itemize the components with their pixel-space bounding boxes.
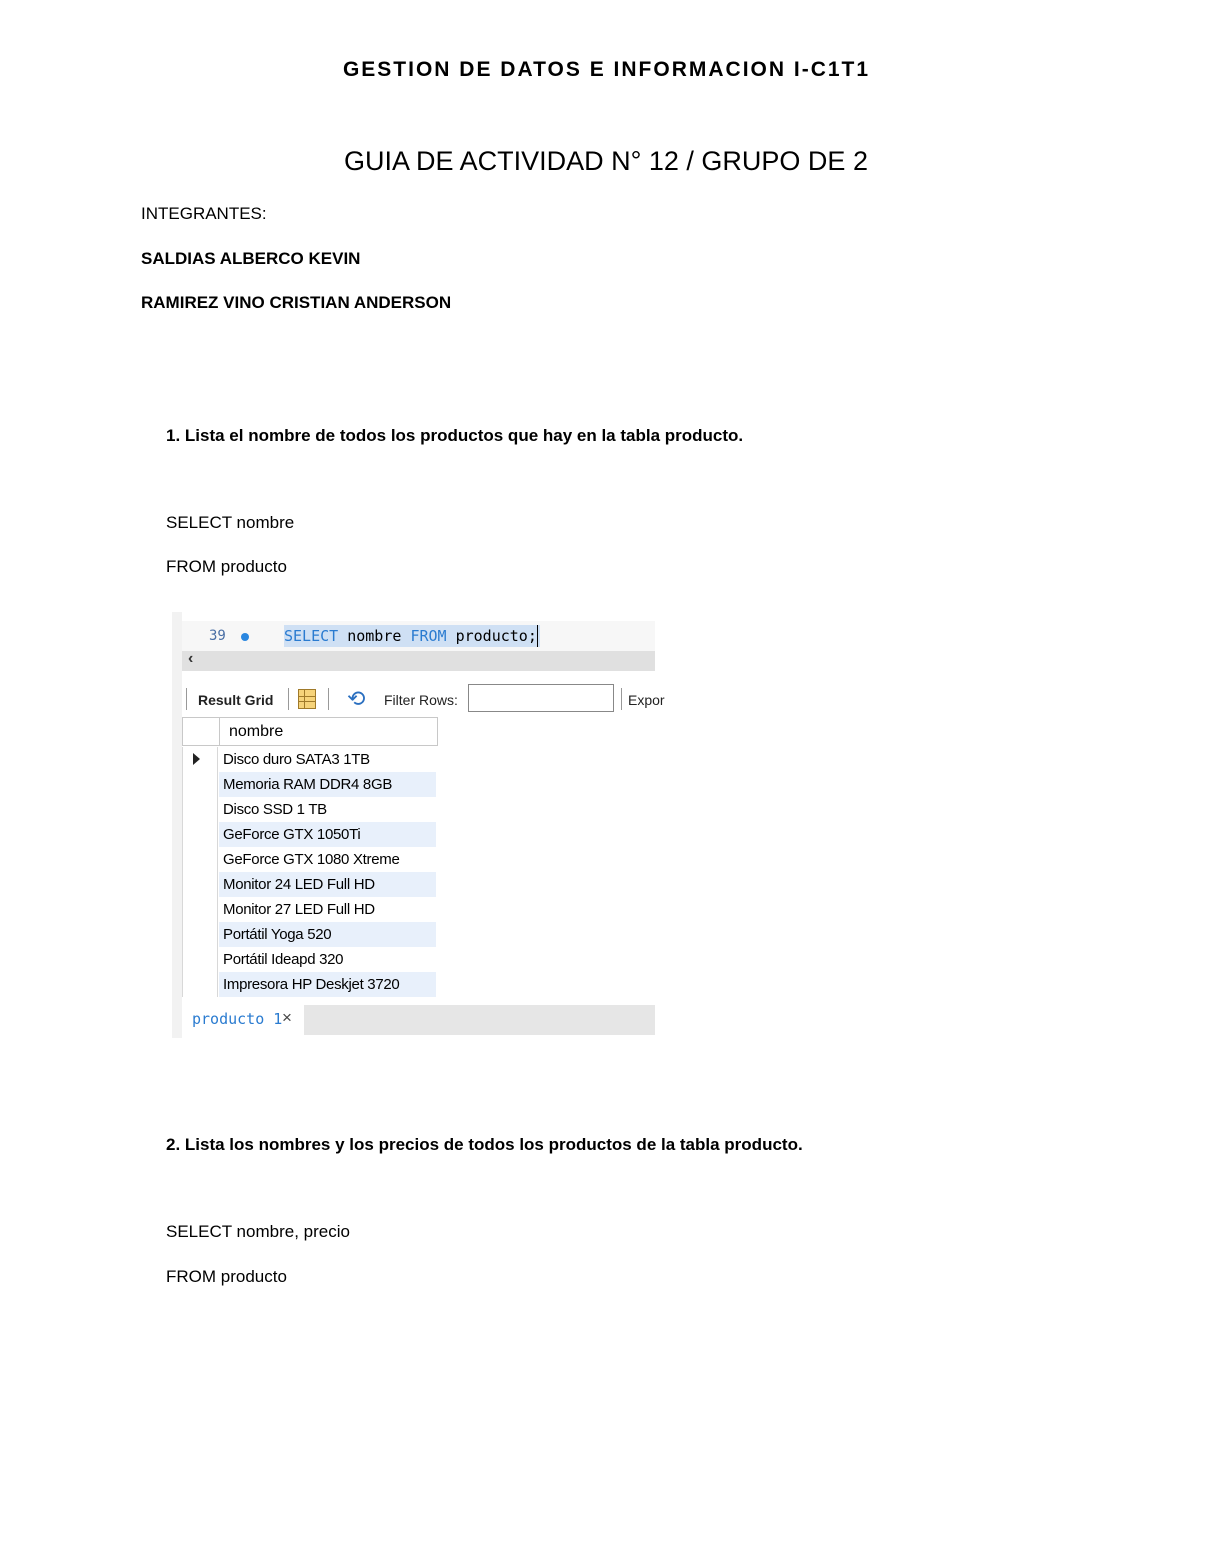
sql-line: SELECT nombre — [166, 513, 295, 532]
row-marker — [182, 822, 218, 847]
row-marker — [182, 847, 218, 872]
grid-cell[interactable]: Portátil Yoga 520 — [219, 922, 436, 947]
toolbar-divider — [621, 688, 622, 710]
result-tab-producto-1[interactable] — [182, 1005, 304, 1035]
form-editor-icon[interactable] — [298, 689, 316, 709]
close-icon[interactable]: × — [282, 1008, 292, 1027]
breakpoint-dot-icon — [241, 633, 249, 641]
sql-editor-query[interactable] — [284, 625, 540, 647]
row-marker — [182, 797, 218, 822]
row-marker — [182, 772, 218, 797]
row-marker — [182, 897, 218, 922]
export-button[interactable]: Expor — [628, 692, 665, 708]
panel-edge — [172, 612, 182, 1038]
table-row[interactable] — [182, 747, 438, 772]
sql-line: FROM producto — [166, 1267, 287, 1286]
filter-rows-input[interactable] — [468, 684, 614, 712]
table-row[interactable] — [182, 897, 438, 922]
row-marker — [182, 922, 218, 947]
question-2: 2. Lista los nombres y los precios de todos los productos de la tabla producto. — [166, 1135, 803, 1154]
table-row[interactable] — [182, 947, 438, 972]
grid-cell[interactable]: Portátil Ideapd 320 — [223, 951, 344, 968]
query-result-screenshot — [172, 612, 665, 1038]
guide-title: GUIA DE ACTIVIDAD N° 12 / GRUPO DE 2 — [344, 146, 868, 176]
grid-cell[interactable]: Memoria RAM DDR4 8GB — [219, 772, 436, 797]
grid-cell[interactable]: Monitor 27 LED Full HD — [223, 901, 375, 918]
result-toolbar — [182, 680, 665, 720]
table-row[interactable] — [182, 847, 438, 872]
text-cursor — [537, 625, 538, 647]
row-marker — [182, 972, 218, 997]
sql-columns: nombre — [338, 627, 411, 645]
sql-keyword: FROM — [410, 627, 447, 645]
toolbar-divider — [186, 688, 187, 710]
scroll-left-icon[interactable]: ‹ — [188, 650, 194, 667]
result-grid-button[interactable]: Result Grid — [198, 692, 274, 708]
members-label: INTEGRANTES: — [141, 204, 267, 223]
row-marker — [182, 947, 218, 972]
table-row[interactable] — [182, 972, 438, 997]
member-name: RAMIREZ VINO CRISTIAN ANDERSON — [141, 293, 452, 312]
horizontal-scrollbar[interactable] — [182, 651, 655, 671]
row-marker — [182, 872, 218, 897]
refresh-icon[interactable]: ⟲ — [347, 686, 366, 711]
sql-keyword: SELECT — [284, 627, 339, 645]
question-1: 1. Lista el nombre de todos los productos que hay en la tabla producto. — [166, 426, 744, 445]
filter-rows-label: Filter Rows: — [384, 692, 458, 708]
sql-table: producto; — [446, 627, 537, 645]
grid-cell[interactable]: GeForce GTX 1080 Xtreme — [223, 851, 400, 868]
grid-cell[interactable]: Disco duro SATA3 1TB — [223, 751, 370, 768]
column-header-nombre[interactable]: nombre — [229, 723, 284, 740]
grid-cell[interactable]: Disco SSD 1 TB — [223, 801, 327, 818]
table-row[interactable] — [182, 797, 438, 822]
sql-line: FROM producto — [166, 557, 287, 576]
line-number: 39 — [209, 628, 226, 644]
grid-cell[interactable]: Impresora HP Deskjet 3720 — [219, 972, 436, 997]
row-marker — [182, 747, 218, 772]
row-header-divider — [219, 718, 220, 746]
table-row[interactable] — [182, 822, 438, 847]
member-name: SALDIAS ALBERCO KEVIN — [141, 249, 361, 268]
toolbar-divider — [288, 688, 289, 710]
toolbar-divider — [328, 688, 329, 710]
grid-header — [182, 717, 438, 746]
grid-cell[interactable]: GeForce GTX 1050Ti — [219, 822, 436, 847]
sql-line: SELECT nombre, precio — [166, 1222, 350, 1241]
table-row[interactable] — [182, 922, 438, 947]
table-row[interactable] — [182, 872, 438, 897]
grid-cell[interactable]: Monitor 24 LED Full HD — [219, 872, 436, 897]
course-title: GESTION DE DATOS E INFORMACION I-C1T1 — [342, 58, 871, 81]
result-tab-label: producto 1 — [192, 1010, 283, 1028]
table-row[interactable] — [182, 772, 438, 797]
current-row-icon — [193, 753, 200, 765]
